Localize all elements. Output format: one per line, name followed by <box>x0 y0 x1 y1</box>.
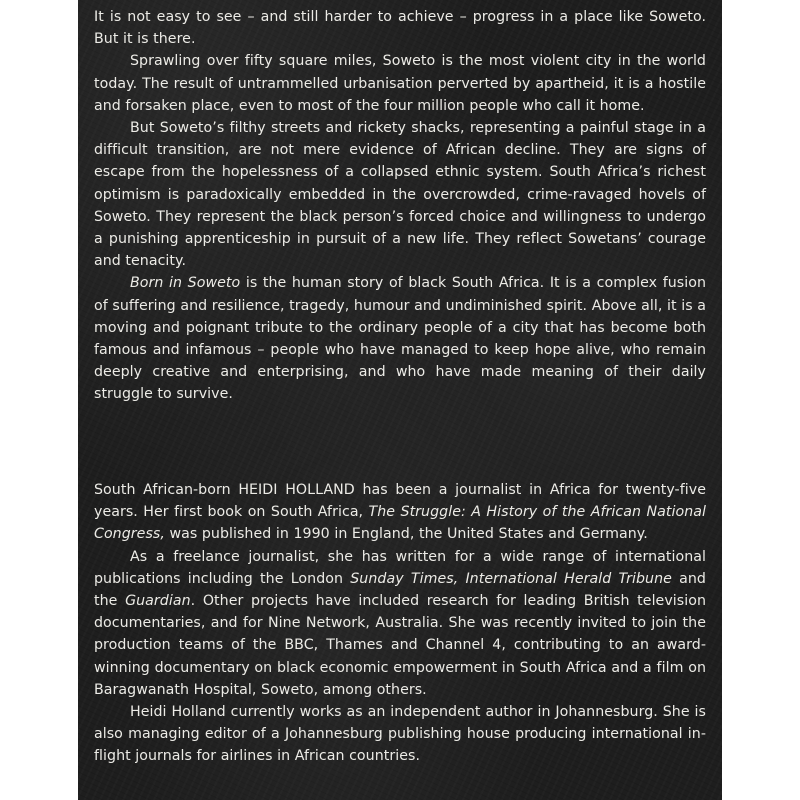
bio-paragraph-2-text-a: As a freelance journalist, she has written for a wide range of international publications including the London <box>94 548 706 587</box>
blurb-paragraph-4 <box>94 272 706 405</box>
book-back-cover <box>78 0 722 800</box>
previous-book-title: The Struggle: A History of the African National Congress, <box>94 504 706 543</box>
author-bio <box>94 479 706 768</box>
blurb-paragraph-3: But Soweto’s filthy streets and rickety shacks, representing a painful stage in a difficult transition, are not mere evidence of African decline. They are signs of escape from the hopelessness of a collapsed ethnic system. South Africa’s richest optimism is paradoxically embedded in the overcrowded, crime-ravaged hovels of Soweto. They represent the black person’s forced choice and willingness to undergo a punishing apprenticeship in pursuit of a new life. They reflect Sowetans’ courage and tenacity. <box>94 120 706 270</box>
blurb-paragraph-4-text: is the human story of black South Africa. It is a complex fusion of suffering and resilience, tragedy, humour and undiminished spirit. Above all, it is a moving and poignant tribute to the ordinary people of a city that has become both famous and infamous – people who have managed to keep hope alive, who remain deeply creative and enterprising, and who have made meaning of their daily struggle to survive. <box>94 275 706 403</box>
book-blurb <box>94 6 706 406</box>
book-title: Born in Soweto <box>130 275 241 292</box>
blurb-paragraph-1: It is not easy to see – and still harder to achieve – progress in a place like Soweto. But it is there. <box>94 9 706 48</box>
publication-names: Sunday Times, International Herald Tribune <box>350 570 672 587</box>
publication-guardian: Guardian <box>125 593 191 610</box>
bio-paragraph-2-text-c: . Other projects have included research for leading British television documentaries, and for Nine Network, Australia. She was recently invited to join the production teams of the BBC, Thames and Channel 4, contributing to an award-winning documentary on black economic empowerment in South Africa and a film on Baragwanath Hospital, Soweto, among others. <box>94 593 706 698</box>
bio-paragraph-2-text-b: and the <box>94 570 706 610</box>
bio-paragraph-3: Heidi Holland currently works as an independent author in Johannesburg. She is also managing editor of a Johannesburg publishing house producing international in-flight journals for airlines in African countries. <box>94 704 706 765</box>
bio-paragraph-2 <box>94 546 706 701</box>
bio-paragraph-1-text-a: South African-born HEIDI HOLLAND has been a journalist in Africa for twenty-five years. Her first book on South Africa, <box>94 482 706 521</box>
bio-paragraph-1-text-b: was published in 1990 in England, the United States and Germany. <box>164 526 648 543</box>
blurb-paragraph-2: Sprawling over fifty square miles, Soweto is the most violent city in the world today. The result of untrammelled urbanisation perverted by apartheid, it is a hostile and forsaken place, even to most of the four million people who call it home. <box>94 53 706 114</box>
bio-paragraph-1 <box>94 479 706 546</box>
